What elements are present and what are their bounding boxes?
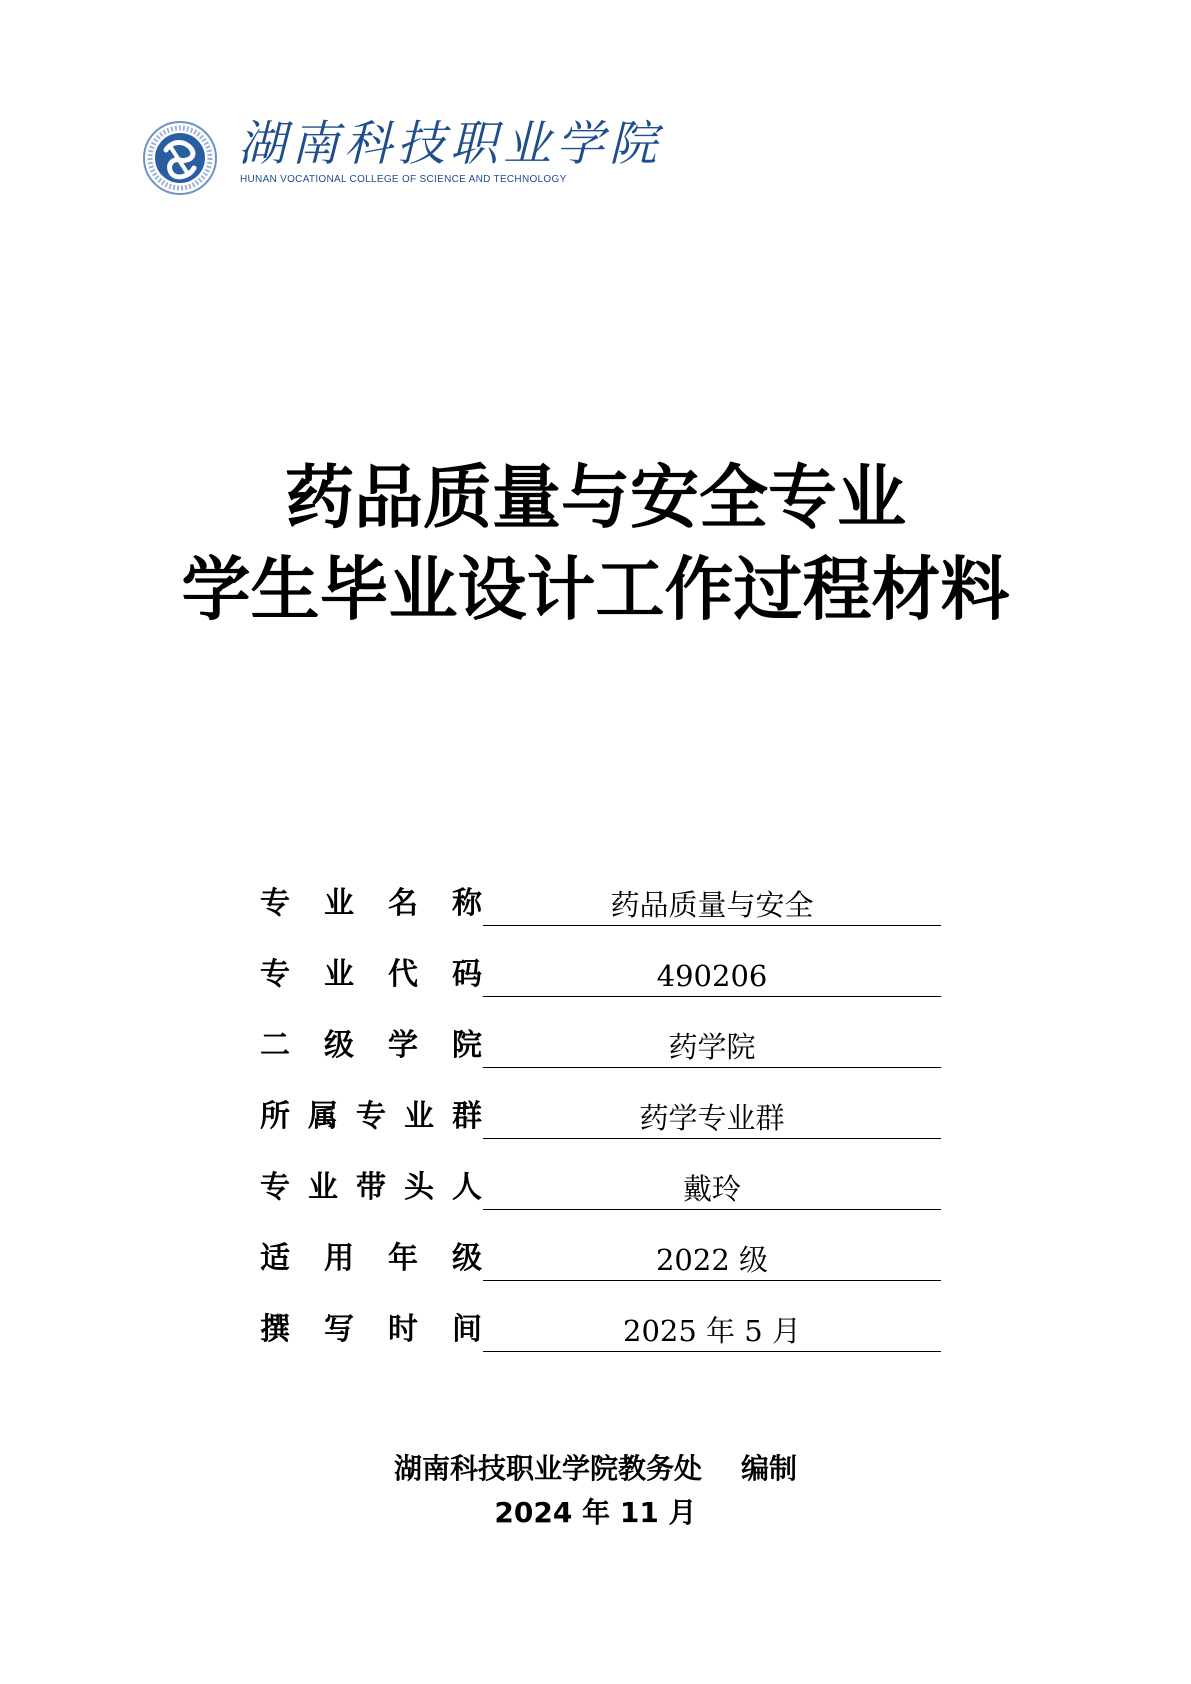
field-row bbox=[260, 1223, 940, 1294]
document-footer bbox=[0, 1447, 1191, 1535]
field-label-char: 属 bbox=[308, 1099, 338, 1134]
field-value: 药学专业群 bbox=[483, 1098, 941, 1139]
college-seal-icon bbox=[142, 120, 218, 196]
field-label bbox=[260, 1168, 482, 1208]
field-label-char: 头 bbox=[404, 1170, 434, 1205]
field-label-char: 级 bbox=[324, 1028, 354, 1063]
field-label-char: 人 bbox=[452, 1170, 482, 1205]
field-label-char: 撰 bbox=[260, 1312, 290, 1347]
college-name-en: HUNAN VOCATIONAL COLLEGE OF SCIENCE AND TECHNOLOGY bbox=[240, 174, 567, 185]
field-label-char: 所 bbox=[260, 1099, 290, 1134]
field-label-char: 学 bbox=[388, 1028, 418, 1063]
field-label-char: 时 bbox=[388, 1312, 418, 1347]
field-label-char: 用 bbox=[324, 1241, 354, 1276]
issuer-line: 湖南科技职业学院教务处 编制 bbox=[394, 1452, 797, 1485]
info-fields bbox=[260, 868, 940, 1365]
field-label-char: 称 bbox=[452, 886, 482, 921]
field-label bbox=[260, 884, 482, 924]
field-label-char: 名 bbox=[388, 886, 418, 921]
field-label-char: 码 bbox=[452, 957, 482, 992]
field-label bbox=[260, 955, 482, 995]
field-label-char: 年 bbox=[388, 1241, 418, 1276]
issue-date: 2024 年 11 月 bbox=[494, 1496, 697, 1529]
field-label-char: 带 bbox=[356, 1170, 386, 1205]
field-label-char: 业 bbox=[404, 1099, 434, 1134]
field-label-char: 专 bbox=[260, 1170, 290, 1205]
field-label-char: 专 bbox=[260, 957, 290, 992]
field-label bbox=[260, 1097, 482, 1137]
field-label-char: 业 bbox=[324, 886, 354, 921]
document-title bbox=[0, 452, 1191, 636]
field-row bbox=[260, 868, 940, 939]
field-row bbox=[260, 1152, 940, 1223]
field-label-char: 专 bbox=[356, 1099, 386, 1134]
field-label-char: 级 bbox=[452, 1241, 482, 1276]
field-value: 490206 bbox=[483, 956, 941, 997]
title-line-1: 药品质量与安全专业 bbox=[285, 458, 906, 538]
field-value: 药学院 bbox=[483, 1027, 941, 1068]
field-value: 2025 年 5 月 bbox=[483, 1311, 941, 1352]
field-label bbox=[260, 1026, 482, 1066]
field-label-char: 适 bbox=[260, 1241, 290, 1276]
field-label-char: 间 bbox=[452, 1312, 482, 1347]
field-value: 药品质量与安全 bbox=[483, 885, 941, 926]
field-label-char: 二 bbox=[260, 1028, 290, 1063]
title-line-2: 学生毕业设计工作过程材料 bbox=[181, 550, 1010, 630]
field-row bbox=[260, 1010, 940, 1081]
college-logo bbox=[142, 112, 663, 198]
field-label bbox=[260, 1310, 482, 1350]
field-label-char: 代 bbox=[388, 957, 418, 992]
field-label-char: 专 bbox=[260, 886, 290, 921]
field-label-char: 业 bbox=[324, 957, 354, 992]
field-label-char: 业 bbox=[308, 1170, 338, 1205]
field-value: 戴玲 bbox=[483, 1169, 941, 1210]
college-name-cn: 湖南科技职业学院 bbox=[238, 116, 663, 172]
field-label bbox=[260, 1239, 482, 1279]
field-row bbox=[260, 939, 940, 1010]
field-value: 2022 级 bbox=[483, 1240, 941, 1281]
field-row bbox=[260, 1294, 940, 1365]
field-label-char: 群 bbox=[452, 1099, 482, 1134]
field-row bbox=[260, 1081, 940, 1152]
field-label-char: 院 bbox=[452, 1028, 482, 1063]
field-label-char: 写 bbox=[324, 1312, 354, 1347]
